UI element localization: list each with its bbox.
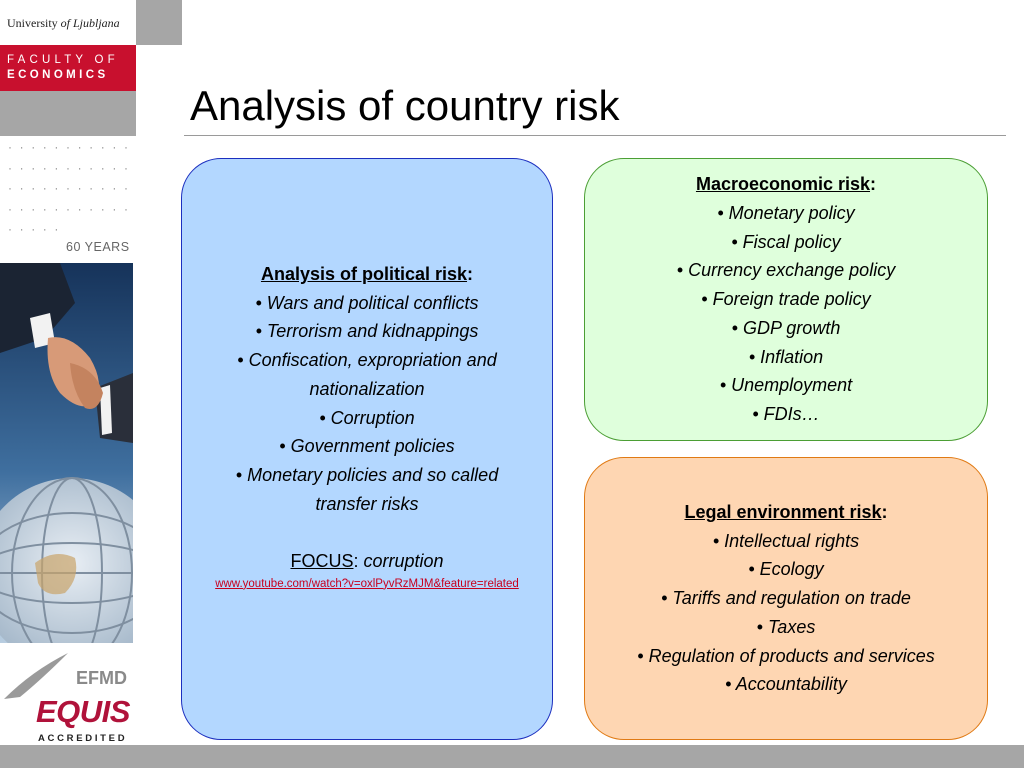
- focus-line: FOCUS: corruption: [290, 551, 444, 572]
- political-risk-heading: Analysis of political risk:: [260, 264, 474, 284]
- university-band: [0, 0, 136, 45]
- dot-pattern: [8, 140, 136, 247]
- political-risk-box: [181, 158, 553, 740]
- list-item: • Inflation: [748, 346, 824, 367]
- bottom-bar: [0, 745, 1024, 768]
- accredited-label: ACCREDITED: [38, 733, 128, 744]
- list-item: • Fiscal policy: [731, 231, 841, 252]
- list-item: • Taxes: [756, 616, 816, 637]
- dot-row: · · · · · · · · · · ·: [8, 181, 128, 195]
- list-item: nationalization: [309, 378, 425, 399]
- list-item: • Unemployment: [719, 375, 853, 396]
- list-item: • Ecology: [748, 559, 824, 580]
- sidebar-grey-block: [0, 91, 136, 136]
- list-item: • Corruption: [319, 407, 415, 428]
- list-item: • Wars and political conflicts: [255, 292, 479, 313]
- equis-label: EQUIS: [36, 694, 130, 729]
- list-item: • Accountability: [725, 674, 847, 695]
- slide-title: Analysis of country risk: [190, 82, 620, 129]
- header-grey-tab: [136, 0, 182, 45]
- handshake-globe-photo: [0, 263, 133, 643]
- list-item: transfer risks: [315, 493, 419, 514]
- faculty-logo: [0, 45, 136, 91]
- focus-value: corruption: [363, 551, 444, 572]
- list-item: • Currency exchange policy: [676, 260, 896, 281]
- legal-risk-heading: Legal environment risk:: [684, 502, 888, 523]
- list-item: • FDIs…: [752, 403, 820, 424]
- faculty-line1: FACULTY OF: [7, 54, 119, 66]
- list-item: • Monetary policy: [717, 203, 855, 224]
- legal-environment-risk-box: [584, 457, 988, 740]
- list-item: • Regulation of products and services: [637, 645, 935, 666]
- list-item: • Government policies: [279, 436, 455, 457]
- university-name: University of Ljubljana: [7, 16, 120, 30]
- youtube-link[interactable]: www.youtube.com/watch?v=oxlPyvRzMJM&feature=related: [215, 577, 519, 590]
- dot-row: · · · · · · · · · · ·: [8, 140, 128, 154]
- sidebar: [0, 0, 136, 768]
- title-divider: [184, 135, 1006, 136]
- spacer: [192, 518, 542, 547]
- efmd-label: EFMD: [76, 668, 127, 688]
- dot-row: · · · · · · · · · · ·: [8, 160, 128, 175]
- list-item: • Monetary policies and so called: [235, 464, 499, 485]
- list-item: • Tariffs and regulation on trade: [661, 588, 911, 609]
- focus-label: FOCUS: [290, 551, 354, 572]
- list-item: • Confiscation, expropriation and: [237, 350, 497, 371]
- list-item: • GDP growth: [731, 317, 841, 338]
- anniversary-label: 60 YEARS: [66, 240, 130, 254]
- list-item: • Terrorism and kidnappings: [255, 321, 479, 342]
- dot-row: · · · · ·: [8, 222, 59, 236]
- macroeconomic-risk-heading: Macroeconomic risk:: [695, 174, 877, 195]
- macroeconomic-risk-box: [584, 158, 988, 441]
- list-item: • Foreign trade policy: [701, 289, 871, 310]
- list-item: • Intellectual rights: [712, 530, 860, 551]
- dot-row: · · · · · · · · · · ·: [8, 201, 128, 216]
- faculty-line2: ECONOMICS: [7, 69, 109, 81]
